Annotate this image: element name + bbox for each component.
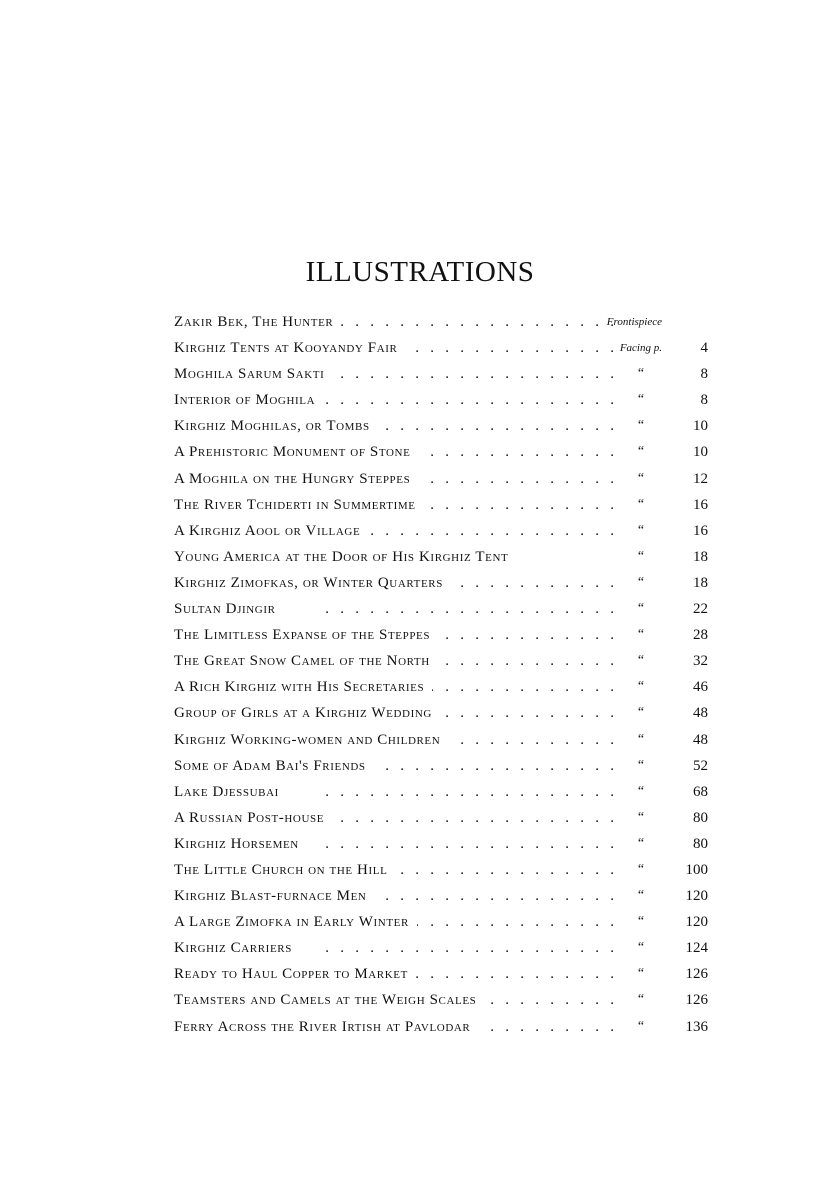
list-item bbox=[174, 570, 710, 596]
list-item bbox=[174, 883, 710, 909]
list-item bbox=[174, 753, 710, 779]
page-number: 136 bbox=[685, 1018, 708, 1035]
page-number: 18 bbox=[693, 574, 708, 591]
ditto-mark: “ bbox=[637, 705, 645, 721]
page-number: 18 bbox=[693, 548, 708, 565]
illustration-caption: A Large Zimofka in Early Winter bbox=[174, 909, 417, 935]
ditto-mark: “ bbox=[637, 627, 645, 643]
list-item bbox=[174, 700, 710, 726]
ditto-mark: “ bbox=[637, 444, 645, 460]
ditto-mark: “ bbox=[637, 809, 645, 825]
page-number: 10 bbox=[693, 418, 708, 435]
ditto-mark: “ bbox=[637, 783, 645, 799]
illustration-caption: A Rich Kirghiz with His Secretaries bbox=[174, 674, 432, 700]
page-number: 12 bbox=[693, 470, 708, 487]
page-title: ILLUSTRATIONS bbox=[305, 256, 535, 288]
list-item bbox=[174, 492, 710, 518]
list-item bbox=[174, 413, 710, 439]
page-number: 126 bbox=[685, 992, 708, 1009]
list-item bbox=[174, 779, 710, 805]
illustration-caption: The Little Church on the Hill bbox=[174, 857, 395, 883]
list-item bbox=[174, 727, 710, 753]
illustration-caption: Kirghiz Working-women and Children bbox=[174, 727, 448, 753]
illustration-caption: The Great Snow Camel of the North bbox=[174, 648, 438, 674]
list-item bbox=[174, 361, 710, 387]
page-number: 46 bbox=[693, 679, 708, 696]
illustration-caption: Interior of Moghila bbox=[174, 387, 323, 413]
page-number: 120 bbox=[685, 888, 708, 905]
page-number: 16 bbox=[693, 522, 708, 539]
illustration-caption: A Russian Post-house bbox=[174, 805, 332, 831]
ditto-mark: “ bbox=[637, 548, 645, 564]
list-item bbox=[174, 439, 710, 465]
ditto-mark: “ bbox=[637, 496, 645, 512]
page-number: 22 bbox=[693, 601, 708, 618]
illustration-caption: Young America at the Door of His Kirghiz Tent bbox=[174, 544, 516, 570]
list-item bbox=[174, 309, 710, 335]
ditto-mark: “ bbox=[637, 574, 645, 590]
list-item bbox=[174, 596, 710, 622]
page-number: 32 bbox=[693, 653, 708, 670]
ditto-mark: “ bbox=[637, 757, 645, 773]
illustration-caption: Kirghiz Tents at Kooyandy Fair bbox=[174, 335, 405, 361]
illustration-caption: Kirghiz Carriers bbox=[174, 935, 300, 961]
illustration-caption: Kirghiz Moghilas, or Tombs bbox=[174, 413, 378, 439]
page-number: 48 bbox=[693, 705, 708, 722]
illustration-caption: A Moghila on the Hungry Steppes bbox=[174, 466, 418, 492]
ditto-mark: “ bbox=[637, 731, 645, 747]
ditto-mark: “ bbox=[637, 940, 645, 956]
list-item bbox=[174, 1014, 710, 1040]
illustration-caption: Kirghiz Horsemen bbox=[174, 831, 307, 857]
illustration-caption: Ready to Haul Copper to Market bbox=[174, 961, 416, 987]
illustration-caption: Zakir Bek, The Hunter bbox=[174, 309, 341, 335]
illustration-caption: Kirghiz Zimofkas, or Winter Quarters bbox=[174, 570, 451, 596]
list-item bbox=[174, 935, 710, 961]
page-number: 16 bbox=[693, 496, 708, 513]
illustration-caption: Teamsters and Camels at the Weigh Scales bbox=[174, 987, 484, 1013]
list-item bbox=[174, 335, 710, 361]
ditto-mark: “ bbox=[637, 992, 645, 1008]
ditto-mark: “ bbox=[637, 418, 645, 434]
list-item bbox=[174, 987, 710, 1013]
page-number: 52 bbox=[693, 757, 708, 774]
page-number: 68 bbox=[693, 783, 708, 800]
ditto-mark: “ bbox=[637, 914, 645, 930]
page-number: 48 bbox=[693, 731, 708, 748]
ditto-mark: “ bbox=[637, 522, 645, 538]
ditto-mark: “ bbox=[637, 366, 645, 382]
page-number: 80 bbox=[693, 809, 708, 826]
illustration-caption: The Limitless Expanse of the Steppes bbox=[174, 622, 438, 648]
ditto-mark: “ bbox=[637, 392, 645, 408]
list-item bbox=[174, 648, 710, 674]
page-number: 28 bbox=[693, 627, 708, 644]
ditto-mark: “ bbox=[637, 679, 645, 695]
page-number: 120 bbox=[685, 914, 708, 931]
page-reference: Facing p. bbox=[619, 342, 662, 355]
illustration-caption: A Kirghiz Aool or Village bbox=[174, 518, 368, 544]
page-number: 8 bbox=[700, 366, 708, 383]
list-item bbox=[174, 518, 710, 544]
list-item bbox=[174, 466, 710, 492]
page-number: 126 bbox=[685, 966, 708, 983]
ditto-mark: “ bbox=[637, 888, 645, 904]
illustration-caption: The River Tchiderti in Summertime bbox=[174, 492, 424, 518]
illustration-caption: Group of Girls at a Kirghiz Wedding bbox=[174, 700, 440, 726]
page-number: 10 bbox=[693, 444, 708, 461]
illustration-caption: A Prehistoric Monument of Stone bbox=[174, 439, 418, 465]
illustration-caption: Kirghiz Blast-furnace Men bbox=[174, 883, 374, 909]
illustrations-list bbox=[174, 309, 710, 1040]
list-item bbox=[174, 961, 710, 987]
illustration-caption: Moghila Sarum Sakti bbox=[174, 361, 332, 387]
ditto-mark: “ bbox=[637, 861, 645, 877]
page-reference: Frontispiece bbox=[606, 316, 662, 328]
page-number: 8 bbox=[700, 392, 708, 409]
list-item bbox=[174, 831, 710, 857]
illustration-caption: Sultan Djingir bbox=[174, 596, 284, 622]
list-item bbox=[174, 544, 710, 570]
page-number: 124 bbox=[685, 940, 708, 957]
list-item bbox=[174, 857, 710, 883]
ditto-mark: “ bbox=[637, 601, 645, 617]
list-item bbox=[174, 622, 710, 648]
ditto-mark: “ bbox=[637, 653, 645, 669]
page-number: 80 bbox=[693, 835, 708, 852]
ditto-mark: “ bbox=[637, 835, 645, 851]
ditto-mark: “ bbox=[637, 966, 645, 982]
list-item bbox=[174, 805, 710, 831]
list-item bbox=[174, 909, 710, 935]
page-number: 100 bbox=[685, 861, 708, 878]
ditto-mark: “ bbox=[637, 1018, 645, 1034]
list-item bbox=[174, 387, 710, 413]
ditto-mark: “ bbox=[637, 470, 645, 486]
page-number: 4 bbox=[700, 340, 708, 357]
illustration-caption: Lake Djessubai bbox=[174, 779, 287, 805]
illustration-caption: Ferry Across the River Irtish at Pavlodar bbox=[174, 1014, 478, 1040]
list-item bbox=[174, 674, 710, 700]
illustration-caption: Some of Adam Bai's Friends bbox=[174, 753, 374, 779]
